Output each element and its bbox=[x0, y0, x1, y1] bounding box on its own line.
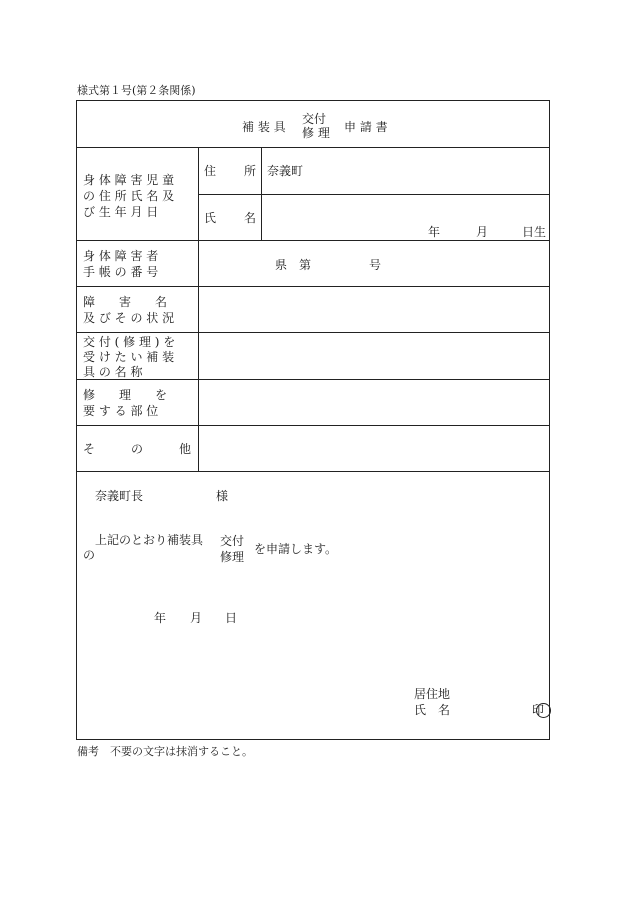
application-form-frame bbox=[76, 100, 550, 740]
date-month-label: 月 bbox=[190, 611, 203, 625]
date-year-label: 年 bbox=[154, 611, 167, 625]
handbook-prefecture-label: 県 bbox=[275, 258, 288, 272]
identity-label bbox=[83, 173, 191, 219]
identity-label-line3: び 生 年 月 日 bbox=[83, 205, 159, 219]
rule-disability bbox=[77, 332, 549, 333]
application-option-repair: 修理 bbox=[220, 550, 245, 564]
birth-year-label: 年 bbox=[428, 225, 441, 239]
rule-identity bbox=[77, 240, 549, 241]
repair-label-line1: 修 理 を bbox=[83, 388, 168, 402]
disability-label-line1: 障 害 名 bbox=[83, 295, 168, 309]
device-field[interactable] bbox=[200, 334, 548, 377]
form-title-option-delivery: 交付 bbox=[302, 112, 327, 126]
application-body-start: 上記のとおり補装具 bbox=[95, 533, 204, 547]
identity-label-line2: の 住 所 氏 名 及 bbox=[83, 189, 175, 203]
seal-circle-icon bbox=[536, 703, 551, 718]
form-title-suffix: 申 請 書 bbox=[344, 120, 388, 134]
address-label-char2: 所 bbox=[243, 164, 256, 178]
application-body-end: を申請します。 bbox=[254, 542, 338, 556]
rule-repair bbox=[77, 425, 549, 426]
other-label-char3: 他 bbox=[178, 442, 191, 456]
disability-field[interactable] bbox=[200, 288, 548, 330]
rule-title bbox=[77, 147, 549, 148]
name-label-char2: 名 bbox=[243, 211, 256, 225]
address-value[interactable]: 奈義町 bbox=[267, 164, 304, 178]
remark-note: 備考 不要の文字は抹消すること。 bbox=[77, 745, 253, 758]
disability-label-line2: 及 び そ の 状 況 bbox=[83, 311, 175, 325]
device-label-line2: 受 け た い 補 装 bbox=[83, 350, 175, 364]
address-label-char1: 住 bbox=[204, 164, 217, 178]
birth-month-label: 月 bbox=[476, 225, 489, 239]
form-number: 様式第１号(第２条関係) bbox=[77, 84, 196, 97]
name-label bbox=[204, 211, 256, 225]
applicant-name-label: 氏 名 bbox=[414, 703, 451, 717]
addressee-honorific: 様 bbox=[216, 489, 229, 503]
form-title-option-repair: 修 理 bbox=[302, 126, 330, 140]
other-label bbox=[83, 442, 191, 456]
repair-field[interactable] bbox=[200, 381, 548, 423]
column-divider bbox=[198, 147, 199, 471]
rule-other bbox=[77, 471, 549, 472]
name-field[interactable] bbox=[263, 196, 547, 238]
rule-handbook bbox=[77, 286, 549, 287]
disability-label bbox=[83, 295, 191, 325]
rule-address bbox=[198, 194, 549, 195]
residence-label: 居住地 bbox=[414, 687, 451, 701]
other-label-char1: そ bbox=[83, 442, 96, 456]
name-label-char1: 氏 bbox=[204, 211, 217, 225]
handbook-label-line2: 手 帳 の 番 号 bbox=[83, 265, 159, 279]
birth-day-label: 日生 bbox=[522, 225, 547, 239]
handbook-go-label: 号 bbox=[369, 258, 382, 272]
address-label bbox=[204, 164, 256, 178]
application-body-no: の bbox=[83, 548, 96, 562]
other-label-char2: の bbox=[130, 442, 143, 456]
application-option-delivery: 交付 bbox=[220, 534, 245, 548]
handbook-label-line1: 身 体 障 害 者 bbox=[83, 249, 159, 263]
seal-mark-text: 印 bbox=[532, 703, 545, 717]
handbook-label bbox=[83, 249, 191, 279]
form-title-prefix: 補 装 具 bbox=[242, 120, 286, 134]
repair-label bbox=[83, 388, 191, 418]
sub-label-divider bbox=[261, 147, 262, 240]
rule-device bbox=[77, 379, 549, 380]
other-field[interactable] bbox=[200, 427, 548, 469]
handbook-dai-label: 第 bbox=[299, 258, 312, 272]
repair-label-line2: 要 す る 部 位 bbox=[83, 404, 159, 418]
date-day-label: 日 bbox=[225, 611, 238, 625]
identity-label-line1: 身 体 障 害 児 童 bbox=[83, 173, 175, 187]
device-label bbox=[83, 335, 191, 379]
device-label-line3: 具 の 名 称 bbox=[83, 365, 143, 379]
device-label-line1: 交 付 ( 修 理 ) を bbox=[83, 335, 176, 349]
addressee: 奈義町長 bbox=[95, 489, 144, 503]
